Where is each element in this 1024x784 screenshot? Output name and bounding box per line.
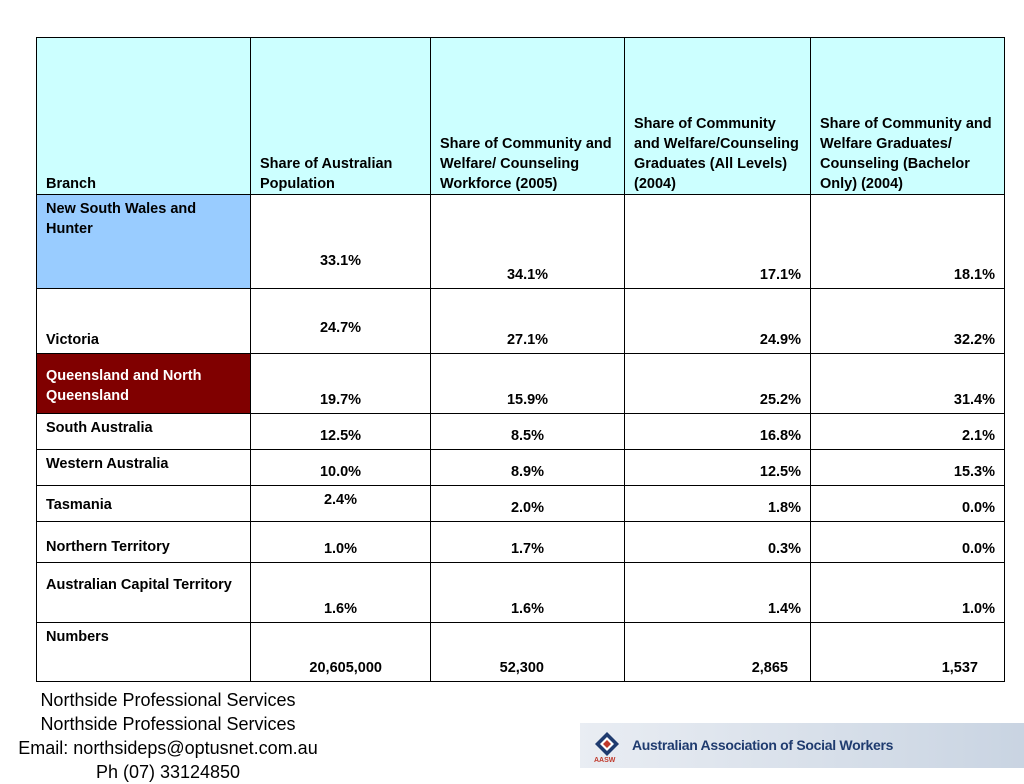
branch-cell: Western Australia xyxy=(37,450,251,486)
table-row xyxy=(37,354,1005,414)
graduates-bachelor-cell: 31.4% xyxy=(811,354,1005,414)
workforce-cell: 27.1% xyxy=(431,289,625,354)
population-cell: 10.0% xyxy=(251,450,431,486)
graduates-bachelor-cell: 1.0% xyxy=(811,563,1005,623)
branch-cell: South Australia xyxy=(37,414,251,450)
graduates-all-cell: 1.8% xyxy=(625,486,811,522)
header-workforce: Share of Community and Welfare/ Counseling Workforce (2005) xyxy=(431,38,625,195)
table-row xyxy=(37,563,1005,623)
branch-cell: Northern Territory xyxy=(37,522,251,563)
header-branch: Branch xyxy=(37,38,251,195)
workforce-cell: 34.1% xyxy=(431,195,625,289)
workforce-cell: 15.9% xyxy=(431,354,625,414)
totals-row xyxy=(37,623,1005,682)
branch-cell: Numbers xyxy=(37,623,251,682)
logo-wordmark: Australian Association of Social Workers xyxy=(632,737,894,753)
branch-cell: New South Wales and Hunter xyxy=(37,195,251,289)
header-graduates-bachelor: Share of Community and Welfare Graduates/ Counseling (Bachelor Only) (2004) xyxy=(811,38,1005,195)
table-row xyxy=(37,522,1005,563)
header-row xyxy=(37,38,1005,195)
graduates-all-cell: 17.1% xyxy=(625,195,811,289)
workforce-cell: 1.7% xyxy=(431,522,625,563)
graduates-bachelor-cell: 15.3% xyxy=(811,450,1005,486)
workforce-cell: 8.5% xyxy=(431,414,625,450)
graduates-bachelor-cell: 18.1% xyxy=(811,195,1005,289)
header-population: Share of Australian Population xyxy=(251,38,431,195)
graduates-all-cell: 1.4% xyxy=(625,563,811,623)
branch-cell: Victoria xyxy=(37,289,251,354)
workforce-cell: 2.0% xyxy=(431,486,625,522)
header-graduates-all: Share of Community and Welfare/Counseling Graduates (All Levels) (2004) xyxy=(625,38,811,195)
population-cell: 33.1% xyxy=(251,195,431,289)
population-cell: 2.4% xyxy=(251,486,431,522)
graduates-all-cell: 2,865 xyxy=(625,623,811,682)
contact-footer xyxy=(0,688,336,784)
graduates-bachelor-cell: 0.0% xyxy=(811,522,1005,563)
workforce-cell: 8.9% xyxy=(431,450,625,486)
population-cell: 19.7% xyxy=(251,354,431,414)
logo-abbreviation: AASW xyxy=(594,757,616,764)
footer-line: Northside Professional Services xyxy=(40,690,296,710)
footer-email: Email: northsideps@optusnet.com.au xyxy=(18,738,318,758)
table-row xyxy=(37,289,1005,354)
population-cell: 20,605,000 xyxy=(251,623,431,682)
table-row xyxy=(37,414,1005,450)
table-row xyxy=(37,450,1005,486)
branch-cell: Queensland and North Queensland xyxy=(37,354,251,414)
graduates-all-cell: 12.5% xyxy=(625,450,811,486)
graduates-all-cell: 0.3% xyxy=(625,522,811,563)
aasw-logo-banner xyxy=(580,723,1024,768)
population-cell: 1.0% xyxy=(251,522,431,563)
branch-cell: Tasmania xyxy=(37,486,251,522)
table-row xyxy=(37,195,1005,289)
footer-phone: Ph (07) 33124850 xyxy=(95,762,241,782)
workforce-cell: 1.6% xyxy=(431,563,625,623)
footer-line: Northside Professional Services xyxy=(40,714,296,734)
graduates-all-cell: 16.8% xyxy=(625,414,811,450)
graduates-all-cell: 25.2% xyxy=(625,354,811,414)
branch-cell: Australian Capital Territory xyxy=(37,563,251,623)
population-cell: 24.7% xyxy=(251,289,431,354)
population-cell: 1.6% xyxy=(251,563,431,623)
graduates-bachelor-cell: 0.0% xyxy=(811,486,1005,522)
workforce-cell: 52,300 xyxy=(431,623,625,682)
graduates-bachelor-cell: 1,537 xyxy=(811,623,1005,682)
graduates-bachelor-cell: 2.1% xyxy=(811,414,1005,450)
population-cell: 12.5% xyxy=(251,414,431,450)
graduates-all-cell: 24.9% xyxy=(625,289,811,354)
branch-share-table xyxy=(36,37,1005,682)
table-row xyxy=(37,486,1005,522)
graduates-bachelor-cell: 32.2% xyxy=(811,289,1005,354)
